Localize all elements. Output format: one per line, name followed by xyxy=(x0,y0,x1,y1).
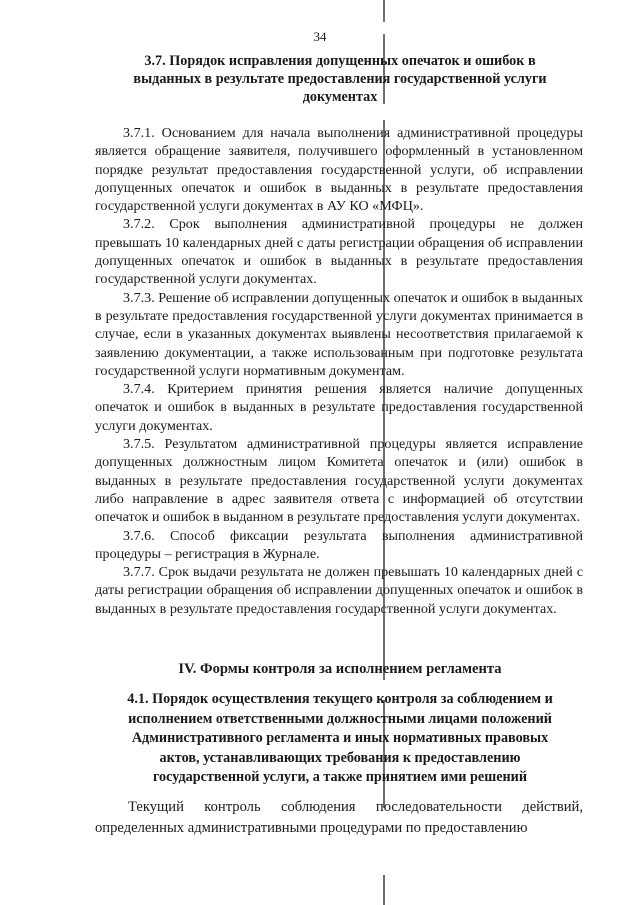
heading-line: государственной услуги, а также принятием ими решений xyxy=(152,769,528,785)
scan-fold-line xyxy=(383,875,385,905)
heading-line: актов, устанавливающих требования к предоставлению xyxy=(159,749,521,766)
heading-line: исполнением ответственными должностными лицами положений xyxy=(128,710,552,727)
section-4-1-heading xyxy=(95,690,585,788)
paragraph-3-7-3: 3.7.3. Решение об исправлении допущенных опечаток и ошибок в выданных в результате предоставления государственной услуги документах принимается в случае, если в указанных документах выявлены несоответствия прилагаемой к заявлению документации, а также использованным при подготовке результата государственной услуги нормативным документам. xyxy=(95,289,583,379)
scan-fold-line xyxy=(383,0,385,22)
section-3-7-body xyxy=(95,124,583,618)
heading-line: документах xyxy=(302,89,378,105)
heading-line: 3.7. Порядок исправления допущенных опечаток и ошибок в xyxy=(144,53,536,69)
heading-line: выданных в результате предоставления государственной услуги xyxy=(133,71,547,87)
page-number: 34 xyxy=(313,29,327,44)
heading-line: Административного регламента и иных нормативных правовых xyxy=(131,730,549,746)
paragraph-3-7-7: 3.7.7. Срок выдачи результата не должен превышать 10 календарных дней с даты регистрации обращения об исправлении допущенных опечаток и ошибок в выданных в результате предоставления государственной услуги документах. xyxy=(95,564,583,617)
paragraph-3-7-2: 3.7.2. Срок выполнения административной процедуры не должен превышать 10 календарных дней с даты регистрации обращения об исправлении допущенных опечаток и ошибок в выданных в результате предоставления государственной услуги документах. xyxy=(95,216,583,288)
closing-paragraph: Текущий контроль соблюдения последовательности действий, определенных административными процедурами по предоставлению xyxy=(95,799,583,836)
section-3-7-heading xyxy=(95,52,585,106)
section-4-heading: IV. Формы контроля за исполнением регламента xyxy=(178,661,502,677)
paragraph-3-7-5: 3.7.5. Результатом административной процедуры является исправление допущенных должностным лицом Комитета опечаток и (или) ошибок в выданных в результате предоставления государственной услуги документах либо направление в адрес заявителя ответа с информацией об отсутствии опечаток и ошибок в выданном в результате предоставления услуги документах. xyxy=(95,436,583,526)
heading-line: 4.1. Порядок осуществления текущего контроля за соблюдением и xyxy=(127,691,553,707)
paragraph-3-7-1: 3.7.1. Основанием для начала выполнения административной процедуры является обращение заявителя, получившего оформленный в установленном порядке результат предоставления государственной услуги, об исправлении допущенных опечаток и ошибок в выданных в результате предоставления государственной услуги документах в АУ КО «МФЦ». xyxy=(95,125,583,215)
paragraph-3-7-6: 3.7.6. Способ фиксации результата выполнения административной процедуры – регистрация в Журнале. xyxy=(95,527,583,562)
paragraph-3-7-4: 3.7.4. Критерием принятия решения является наличие допущенных опечаток и ошибок в выданных в результате предоставления государственной услуги документах. xyxy=(95,381,583,434)
